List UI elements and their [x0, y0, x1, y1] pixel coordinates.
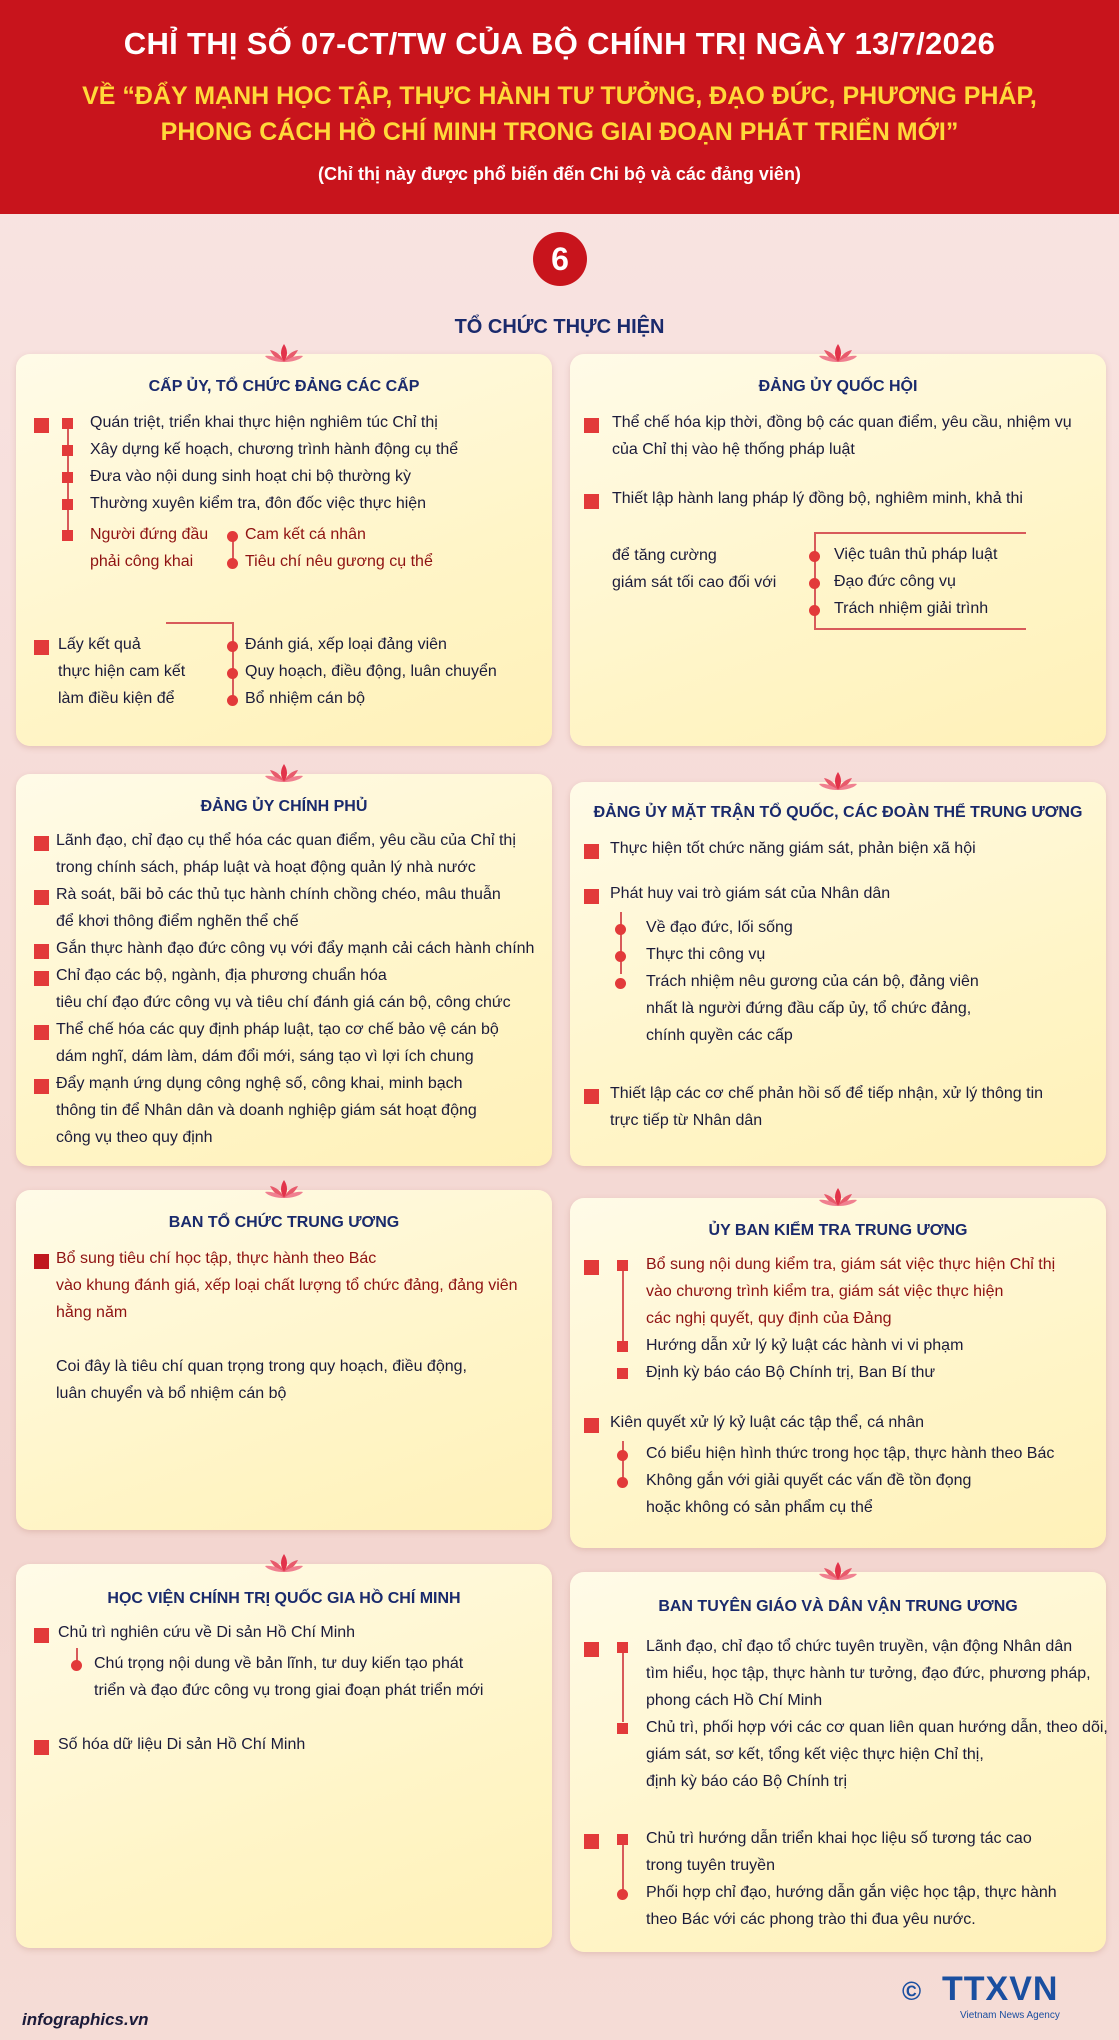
ttxvn-logo: [900, 1968, 1100, 2028]
lotus-icon: [264, 1178, 304, 1200]
list-item: Về đạo đức, lối sống: [646, 919, 793, 936]
bullet-square-icon: [617, 1260, 628, 1271]
card-ban-tuyen-giao: [570, 1572, 1106, 1952]
list-item: Thể chế hóa các quy định pháp luật, tạo cơ chế bảo vệ cán bộ: [56, 1021, 499, 1038]
list-item: giám sát tối cao đối với: [612, 574, 777, 591]
bullet-square-icon: [34, 890, 49, 905]
bullet-square-icon: [62, 472, 73, 483]
lotus-icon: [264, 342, 304, 364]
connector-line: [166, 622, 232, 624]
bullet-square-icon: [584, 1642, 599, 1657]
card-mat-tran-to-quoc: [570, 782, 1106, 1166]
list-item: công vụ theo quy định: [56, 1129, 213, 1146]
list-item: Quy hoạch, điều động, luân chuyển: [245, 663, 497, 680]
list-item: Đạo đức công vụ: [834, 573, 956, 590]
bullet-square-icon: [584, 1260, 599, 1275]
list-item: Xây dựng kế hoạch, chương trình hành động cụ thể: [90, 441, 459, 458]
list-item: hằng năm: [56, 1304, 128, 1321]
bullet-dot-icon: [615, 924, 626, 935]
list-item: Bổ sung tiêu chí học tập, thực hành theo Bác: [56, 1250, 377, 1267]
bullet-square-icon: [584, 494, 599, 509]
bullet-square-icon: [62, 445, 73, 456]
connector-line: [814, 532, 1026, 534]
list-item: dám nghĩ, dám làm, dám đổi mới, sáng tạo vì lợi ích chung: [56, 1048, 474, 1065]
card-dang-uy-chinh-phu: [16, 774, 552, 1166]
list-item: Chủ trì, phối hợp với các cơ quan liên quan hướng dẫn, theo dõi,: [646, 1719, 1108, 1736]
card-ban-to-chuc: [16, 1190, 552, 1530]
list-item: của Chỉ thị vào hệ thống pháp luật: [612, 441, 855, 458]
list-item: Tiêu chí nêu gương cụ thể: [245, 553, 433, 570]
list-item: phong cách Hồ Chí Minh: [646, 1692, 823, 1709]
card-title: ỦY BAN KIỂM TRA TRUNG ƯƠNG: [708, 1222, 968, 1239]
list-item: Thiết lập hành lang pháp lý đồng bộ, nghiêm minh, khả thi: [612, 490, 1023, 507]
lotus-icon: [818, 770, 858, 792]
list-item: Bổ nhiệm cán bộ: [245, 690, 366, 707]
list-item: Chủ trì hướng dẫn triển khai học liệu số tương tác cao: [646, 1830, 1032, 1847]
list-item: chính quyền các cấp: [646, 1027, 793, 1044]
bullet-dot-icon: [809, 551, 820, 562]
bullet-dot-icon: [617, 1450, 628, 1461]
list-item: thực hiện cam kết: [58, 663, 186, 680]
list-item: Thực hiện tốt chức năng giám sát, phản biện xã hội: [610, 840, 976, 857]
list-item: Rà soát, bãi bỏ các thủ tục hành chính chồng chéo, mâu thuẫn: [56, 886, 501, 903]
card-dang-uy-quoc-hoi: [570, 354, 1106, 746]
bullet-square-icon: [584, 1834, 599, 1849]
list-item: để khơi thông điểm nghẽn thể chế: [56, 913, 299, 930]
list-item: các nghị quyết, quy định của Đảng: [646, 1310, 892, 1327]
list-item: Định kỳ báo cáo Bộ Chính trị, Ban Bí thư: [646, 1364, 936, 1381]
list-item: hoặc không có sản phẩm cụ thể: [646, 1499, 873, 1516]
list-item: Kiên quyết xử lý kỷ luật các tập thể, cá nhân: [610, 1414, 924, 1431]
bullet-dot-icon: [71, 1660, 82, 1671]
bullet-square-icon: [34, 640, 49, 655]
bullet-square-icon: [584, 1418, 599, 1433]
lotus-icon: [818, 1560, 858, 1582]
list-item: Coi đây là tiêu chí quan trọng trong quy hoạch, điều động,: [56, 1358, 467, 1375]
header-banner: [0, 0, 1119, 214]
lotus-icon: [818, 1186, 858, 1208]
bullet-square-icon: [584, 844, 599, 859]
list-item: Chú trọng nội dung về bản lĩnh, tư duy kiến tạo phát: [94, 1655, 464, 1672]
list-item: trong tuyên truyền: [646, 1857, 775, 1874]
list-item: triển và đạo đức công vụ trong giai đoạn phát triển mới: [94, 1682, 484, 1699]
list-item: thông tin để Nhân dân và doanh nghiệp giám sát hoạt động: [56, 1102, 477, 1119]
connector-line: [622, 1441, 624, 1481]
list-item: Đẩy mạnh ứng dụng công nghệ số, công khai, minh bạch: [56, 1075, 463, 1092]
header-note: (Chỉ thị này được phổ biến đến Chi bộ và các đảng viên): [318, 164, 801, 184]
card-title: HỌC VIỆN CHÍNH TRỊ QUỐC GIA HỒ CHÍ MINH: [107, 1590, 461, 1607]
card-title: ĐẢNG ỦY CHÍNH PHỦ: [200, 798, 368, 815]
list-item: trực tiếp từ Nhân dân: [610, 1112, 763, 1129]
list-item: Việc tuân thủ pháp luật: [834, 546, 998, 563]
connector-line: [814, 628, 1026, 630]
list-item: tiêu chí đạo đức công vụ và tiêu chí đánh giá cán bộ, công chức: [56, 994, 511, 1011]
list-item: để tăng cường: [612, 547, 717, 564]
list-item: trong chính sách, pháp luật và hoạt động quản lý nhà nước: [56, 859, 476, 876]
bullet-square-icon: [584, 1089, 599, 1104]
list-item: Thường xuyên kiểm tra, đôn đốc việc thực hiện: [90, 495, 427, 512]
bullet-square-icon: [34, 971, 49, 986]
list-item: Chủ trì nghiên cứu về Di sản Hồ Chí Minh: [58, 1624, 356, 1641]
section-number: 6: [533, 232, 587, 286]
list-item: Quán triệt, triển khai thực hiện nghiêm túc Chỉ thị: [90, 414, 438, 431]
bullet-square-icon: [617, 1642, 628, 1653]
section-title: TỔ CHỨC THỰC HIỆN: [454, 316, 665, 338]
list-item: Đưa vào nội dung sinh hoạt chi bộ thường kỳ: [90, 468, 411, 485]
list-item: Thiết lập các cơ chế phản hồi số để tiếp nhận, xử lý thông tin: [610, 1085, 1044, 1102]
lotus-icon: [264, 1552, 304, 1574]
bullet-square-icon: [584, 889, 599, 904]
list-item: Bổ sung nội dung kiểm tra, giám sát việc thực hiện Chỉ thị: [646, 1256, 1056, 1273]
list-item: tìm hiểu, học tập, thực hành tư tưởng, đạo đức, phương pháp,: [646, 1665, 1091, 1682]
list-item: Thể chế hóa kịp thời, đồng bộ các quan điểm, yêu cầu, nhiệm vụ: [612, 414, 1072, 431]
bullet-dot-icon: [227, 531, 238, 542]
bullet-square-icon: [617, 1834, 628, 1845]
list-item: Thực thi công vụ: [646, 946, 766, 963]
card-title: CẤP ỦY, TỔ CHỨC ĐẢNG CÁC CẤP: [148, 378, 420, 395]
card-cap-uy: [16, 354, 552, 746]
card-title: BAN TUYÊN GIÁO VÀ DÂN VẬN TRUNG ƯƠNG: [658, 1598, 1018, 1615]
list-item: Đánh giá, xếp loại đảng viên: [245, 636, 447, 653]
connector-line: [232, 622, 234, 696]
list-item: vào khung đánh giá, xếp loại chất lượng tổ chức đảng, đảng viên: [56, 1277, 518, 1294]
list-item: Chỉ đạo các bộ, ngành, địa phương chuẩn hóa: [56, 967, 387, 984]
card-title: ĐẢNG ỦY QUỐC HỘI: [758, 378, 918, 395]
page-title: CHỈ THỊ SỐ 07-CT/TW CỦA BỘ CHÍNH TRỊ NGÀY 13/7/2026: [123, 26, 996, 61]
connector-line: [622, 1646, 624, 1722]
bullet-square-icon: [617, 1341, 628, 1352]
bullet-dot-icon: [617, 1889, 628, 1900]
bullet-dot-icon: [227, 641, 238, 652]
card-hoc-vien-chinh-tri: [16, 1564, 552, 1948]
copyright-icon: ©: [902, 1976, 922, 2006]
bullet-dot-icon: [615, 978, 626, 989]
list-item: làm điều kiện để: [58, 690, 175, 707]
bullet-dot-icon: [809, 578, 820, 589]
bullet-square-icon: [34, 418, 49, 433]
bullet-square-icon: [34, 1025, 49, 1040]
bullet-square-icon: [62, 418, 73, 429]
bullet-dot-icon: [615, 951, 626, 962]
bullet-square-icon: [617, 1368, 628, 1379]
lotus-icon: [264, 762, 304, 784]
lotus-icon: [818, 342, 858, 364]
list-item: Có biểu hiện hình thức trong học tập, thực hành theo Bác: [646, 1445, 1055, 1462]
list-item: vào chương trình kiểm tra, giám sát việc thực hiện: [646, 1283, 1004, 1300]
list-item: Số hóa dữ liệu Di sản Hồ Chí Minh: [58, 1736, 306, 1753]
connector-line: [620, 912, 622, 974]
list-item: giám sát, sơ kết, tổng kết việc thực hiện Chỉ thị,: [646, 1746, 984, 1763]
list-item: Lãnh đạo, chỉ đạo cụ thể hóa các quan điểm, yêu cầu của Chỉ thị: [56, 832, 516, 849]
bullet-square-icon: [34, 944, 49, 959]
footer-site: infographics.vn: [22, 2010, 149, 2029]
card-uy-ban-kiem-tra: [570, 1198, 1106, 1548]
card-title: ĐẢNG ỦY MẶT TRẬN TỔ QUỐC, CÁC ĐOÀN THỂ TRUNG ƯƠNG: [593, 804, 1083, 821]
bullet-square-icon: [34, 1740, 49, 1755]
bullet-square-icon: [617, 1723, 628, 1734]
list-item: luân chuyển và bổ nhiệm cán bộ: [56, 1385, 287, 1402]
bullet-dot-icon: [227, 695, 238, 706]
list-item: Trách nhiệm giải trình: [834, 600, 989, 617]
page-subtitle-line1: VỀ “ĐẨY MẠNH HỌC TẬP, THỰC HÀNH TƯ TƯỞNG, ĐẠO ĐỨC, PHƯƠNG PHÁP,: [82, 82, 1037, 110]
bullet-square-icon: [62, 530, 73, 541]
list-item: Cam kết cá nhân: [245, 526, 366, 543]
list-item: nhất là người đứng đầu cấp ủy, tổ chức đảng,: [646, 1000, 972, 1017]
card-title: BAN TỔ CHỨC TRUNG ƯƠNG: [168, 1214, 400, 1231]
list-item: Phát huy vai trò giám sát của Nhân dân: [610, 885, 891, 902]
list-item: Không gắn với giải quyết các vấn đề tồn đọng: [646, 1472, 972, 1489]
bullet-dot-icon: [809, 605, 820, 616]
logo-subtitle: Vietnam News Agency: [960, 2010, 1060, 2021]
logo-text: TTXVN: [942, 1970, 1059, 2008]
list-item: phải công khai: [90, 553, 194, 570]
list-item: Hướng dẫn xử lý kỷ luật các hành vi vi phạm: [646, 1337, 964, 1354]
connector-line: [622, 1266, 624, 1348]
bullet-square-icon: [34, 1628, 49, 1643]
bullet-square-icon: [584, 418, 599, 433]
bullet-square-icon: [34, 1254, 49, 1269]
bullet-square-icon: [62, 499, 73, 510]
list-item: định kỳ báo cáo Bộ Chính trị: [646, 1773, 848, 1790]
connector-line: [622, 1840, 624, 1896]
page-subtitle-line2: PHONG CÁCH HỒ CHÍ MINH TRONG GIAI ĐOẠN PHÁT TRIỂN MỚI”: [160, 118, 959, 146]
list-item: Người đứng đầu: [90, 526, 209, 543]
bullet-square-icon: [34, 836, 49, 851]
bullet-dot-icon: [227, 558, 238, 569]
list-item: theo Bác với các phong trào thi đua yêu nước.: [646, 1911, 976, 1928]
list-item: Phối hợp chỉ đạo, hướng dẫn gắn việc học tập, thực hành: [646, 1884, 1057, 1901]
bullet-dot-icon: [227, 668, 238, 679]
list-item: Lấy kết quả: [58, 636, 141, 653]
list-item: Trách nhiệm nêu gương của cán bộ, đảng viên: [646, 973, 979, 990]
list-item: Lãnh đạo, chỉ đạo tổ chức tuyên truyền, vận động Nhân dân: [646, 1638, 1073, 1655]
bullet-square-icon: [34, 1079, 49, 1094]
bullet-dot-icon: [617, 1477, 628, 1488]
list-item: Gắn thực hành đạo đức công vụ với đẩy mạnh cải cách hành chính: [56, 940, 535, 957]
